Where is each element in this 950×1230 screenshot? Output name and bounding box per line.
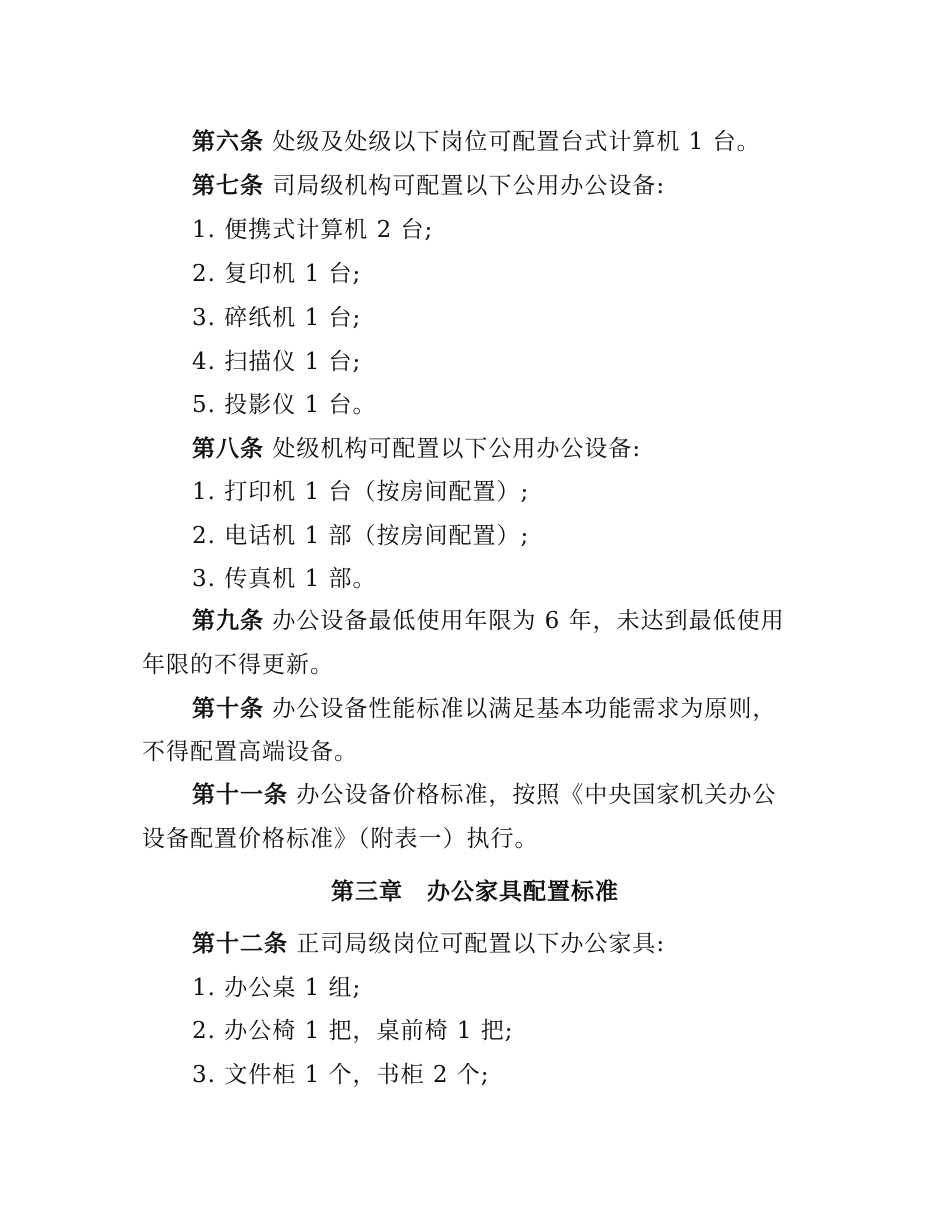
article-8 — [192, 434, 641, 464]
article-6-label: 第六条 — [192, 129, 264, 155]
article-7-text: 司局级机构可配置以下公用办公设备: — [272, 173, 666, 199]
article-11-text-line1: 办公设备价格标准，按照《中央国家机关办公 — [296, 782, 777, 808]
article-7 — [192, 171, 665, 201]
list-item: 3. 碎纸机 1 台; — [192, 305, 362, 331]
article-9-text-line1: 办公设备最低使用年限为 6 年，未达到最低使用 — [272, 608, 785, 634]
list-item: 3. 传真机 1 部。 — [192, 566, 377, 592]
article-6-text: 处级及处级以下岗位可配置台式计算机 1 台。 — [272, 129, 761, 155]
article-10 — [192, 694, 776, 724]
article-9 — [192, 606, 785, 636]
article-9-label: 第九条 — [192, 608, 264, 634]
list-item: 2. 电话机 1 部（按房间配置）; — [192, 523, 530, 549]
list-item: 5. 投影仪 1 台。 — [192, 392, 377, 418]
article-12-label: 第十二条 — [192, 931, 288, 957]
article-8-label: 第八条 — [192, 436, 264, 462]
article-12-text: 正司局级岗位可配置以下办公家具: — [296, 931, 666, 957]
article-8-text: 处级机构可配置以下公用办公设备: — [272, 436, 642, 462]
article-12 — [192, 929, 665, 959]
list-item: 1. 打印机 1 台（按房间配置）; — [192, 479, 530, 505]
article-11-text-line2: 设备配置价格标准》（附表一）执行。 — [142, 826, 539, 852]
article-9-text-line2: 年限的不得更新。 — [142, 652, 334, 678]
list-item: 4. 扫描仪 1 台; — [192, 349, 362, 375]
list-item: 1. 办公桌 1 组; — [192, 975, 362, 1001]
list-item: 2. 复印机 1 台; — [192, 261, 362, 287]
article-7-label: 第七条 — [192, 173, 264, 199]
article-10-label: 第十条 — [192, 696, 264, 722]
article-6 — [192, 127, 761, 157]
article-11-label: 第十一条 — [192, 782, 288, 808]
list-item: 2. 办公椅 1 把，桌前椅 1 把; — [192, 1018, 514, 1044]
list-item: 1. 便携式计算机 2 台; — [192, 217, 434, 243]
article-10-text-line1: 办公设备性能标准以满足基本功能需求为原则， — [272, 696, 777, 722]
article-10-text-line2: 不得配置高端设备。 — [142, 739, 358, 765]
list-item: 3. 文件柜 1 个，书柜 2 个; — [192, 1062, 490, 1088]
article-11 — [192, 780, 776, 810]
chapter-3-title: 第三章 办公家具配置标准 — [331, 879, 619, 905]
